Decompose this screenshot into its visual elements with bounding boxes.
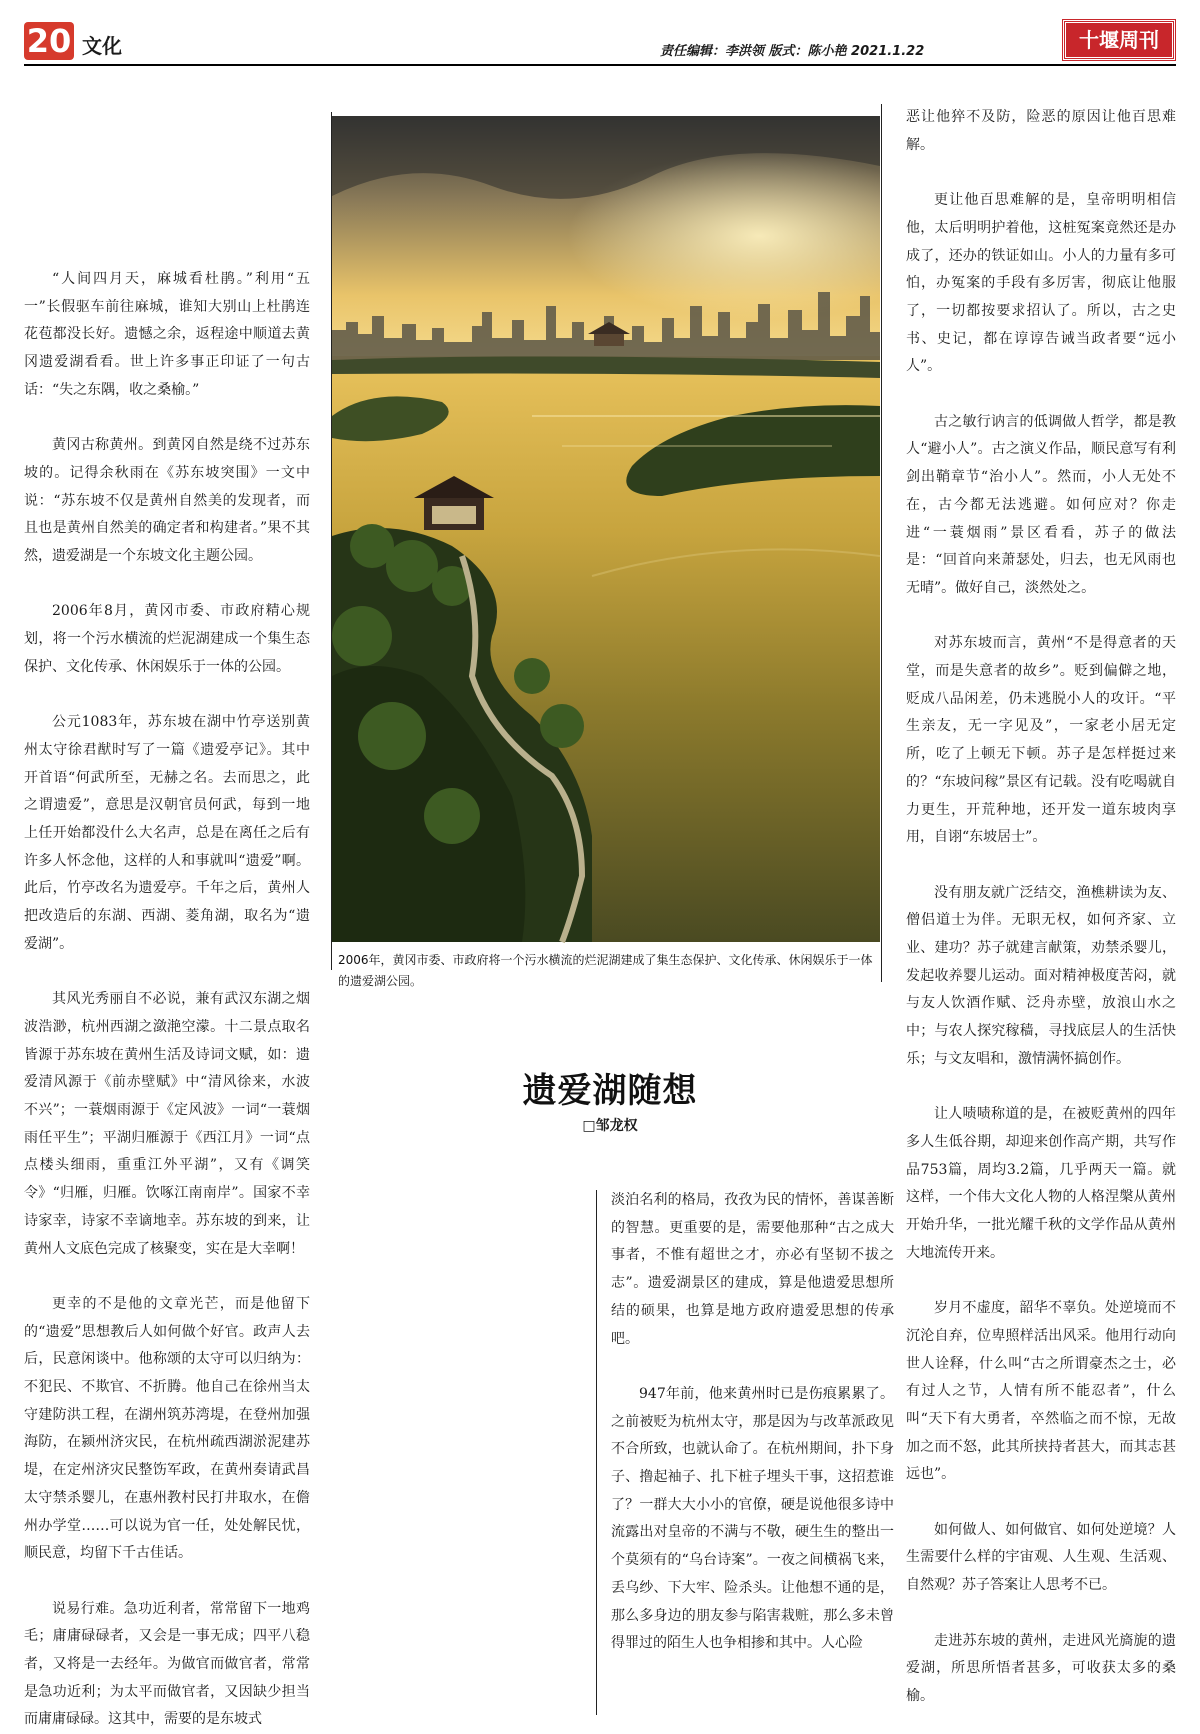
paragraph: 恶让他猝不及防，险恶的原因让他百思难解。 bbox=[906, 109, 1176, 153]
paragraph: 走进苏东坡的黄州，走进风光旖旎的遗爱湖，所思所悟者甚多，可收获太多的桑榆。 bbox=[906, 1632, 1176, 1704]
lake-photo bbox=[332, 116, 880, 942]
column-divider bbox=[596, 1190, 597, 1715]
article-column-2 bbox=[611, 1187, 894, 1715]
newspaper-masthead: 十堰周刊 bbox=[1063, 20, 1175, 60]
paragraph: 让人啧啧称道的是，在被贬黄州的四年多人生低谷期，却迎来创作高产期，共写作品753篇，周均3.2篇，几乎两天一篇。就这样，一个伟大文化人物的人格涅槃从黄州开始升华，一批光耀千秋的文学作品从黄州大地流传开来。 bbox=[906, 1106, 1176, 1261]
article-title: 遗爱湖随想 bbox=[522, 1071, 698, 1111]
paragraph: 更幸的不是他的文章光芒，而是他留下的“遗爱”思想教后人如何做个好官。政声人去后，民意闲谈中。他称颂的太守可以归纳为：不犯民、不欺官、不折腾。他自己在徐州当太守建防洪工程，在湖州筑苏湾堤，在登州加强海防，在颍州济灾民，在杭州疏西湖淤泥建苏堤，在定州济灾民整饬军政，在黄州奏请武昌太守禁杀婴儿，在惠州教村民打井取水，在儋州办学堂……可以说为官一任，处处解民忧，顺民意，均留下千古佳话。 bbox=[24, 1295, 310, 1562]
article-author: □邹龙权 bbox=[582, 1118, 638, 1134]
article-column-1 bbox=[24, 266, 310, 1728]
paragraph: 其风光秀丽自不必说，兼有武汉东湖之烟波浩渺，杭州西湖之潋滟空濛。十二景点取名皆源于苏东坡在黄州生活及诗词文赋，如：遗爱清风源于《前赤壁赋》中“清风徐来，水波不兴”；一蓑烟雨源于《定风波》一词“一蓑烟雨任平生”；平湖归雁源于《西江月》一词“点点楼头细雨，重重江外平湖”，又有《调笑令》“归雁，归雁。饮啄江南南岸”。国家不幸诗家幸，诗家不幸谪地幸。苏东坡的到来，让黄州人文底色完成了核聚变，实在是大幸啊！ bbox=[24, 991, 310, 1257]
paragraph: 岁月不虚度，韶华不辜负。处逆境而不沉沦自弃，位卑照样活出风采。他用行动向世人诠释，什么叫“古之所谓豪杰之士，必有过人之节，人情有所不能忍者”，什么叫“天下有大勇者，卒然临之而不惊，无故加之而不怒，此其所挟持者甚大，而其志甚远也”。 bbox=[906, 1300, 1176, 1483]
photo-caption: 2006年，黄冈市委、市政府将一个污水横流的烂泥湖建成了集生态保护、文化传承、休闲娱乐于一体的遗爱湖公园。 bbox=[338, 953, 873, 988]
lake-photo-art bbox=[332, 116, 880, 942]
paragraph: 更让他百思难解的是，皇帝明明相信他，太后明明护着他，这桩冤案竟然还是办成了，还办的铁证如山。小人的力量有多可怕，办冤案的手段有多厉害，彻底让他服了，一切都按要求招认了。所以，古之史书、史记，都在谆谆告诫当政者要“远小人”。 bbox=[906, 192, 1176, 375]
paragraph: 如何做人、如何做官、如何处逆境？人生需要什么样的宇宙观、人生观、生活观、自然观？苏子答案让人思考不已。 bbox=[906, 1521, 1176, 1594]
article-column-3 bbox=[906, 104, 1176, 1714]
paragraph: 说易行难。急功近利者，常常留下一地鸡毛；庸庸碌碌者，又会是一事无成；四平八稳者，又将是一去经年。为做官而做官者，常常是急功近利；为太平而做官者，又因缺少担当而庸庸碌碌。这其中，需要的是东坡式 bbox=[24, 1600, 310, 1728]
paragraph: 对苏东坡而言，黄州“不是得意者的天堂，而是失意者的故乡”。贬到偏僻之地，贬成八品闲差，仍未逃脱小人的攻讦。“平生亲友，无一字见及”，一家老小居无定所，吃了上顿无下顿。苏子是怎样挺过来的？“东坡问稼”景区有记载。没有吃喝就自力更生，开荒种地，还开发一道东坡肉享用，自诩“东坡居士”。 bbox=[906, 635, 1176, 846]
paragraph: 黄冈古称黄州。到黄冈自然是绕不过苏东坡的。记得余秋雨在《苏东坡突围》一文中说：“苏东坡不仅是黄州自然美的发现者，而且也是黄州自然美的确定者和构建者。”果不其然，遗爱湖是一个东坡文化主题公园。 bbox=[24, 437, 310, 565]
paragraph: 没有朋友就广泛结交，渔樵耕读为友、僧侣道士为伴。无职无权，如何齐家、立业、建功？苏子就建言献策，劝禁杀婴儿，发起收养婴儿运动。面对精神极度苦闷，就与友人饮酒作赋、泛舟赤壁，放浪山水之中；与农人探究稼穑，寻找底层人的生活快乐；与文友唱和，激情满怀搞创作。 bbox=[906, 884, 1176, 1067]
page-number: 20 bbox=[24, 22, 74, 60]
paragraph: “人间四月天，麻城看杜鹃。”利用“五一”长假驱车前往麻城，谁知大别山上杜鹃连花苞都没长好。遗憾之余，返程途中顺道去黄冈遗爱湖看看。世上许多事正印证了一句古话：“失之东隅，收之桑榆。” bbox=[24, 271, 310, 398]
paragraph: 2006年8月，黄冈市委、市政府精心规划，将一个污水横流的烂泥湖建成一个集生态保护、文化传承、休闲娱乐于一体的公园。 bbox=[24, 603, 310, 675]
editor-credit: 责任编辑：李洪领 版式：陈小艳 2021.1.22 bbox=[660, 44, 925, 59]
section-title: 文化 bbox=[82, 34, 122, 58]
paragraph: 公元1083年，苏东坡在湖中竹亭送别黄州太守徐君猷时写了一篇《遗爱亭记》。其中开首语“何武所至，无赫之名。去而思之，此之谓遗爱”，意思是汉朝官员何武，每到一地上任开始都没什么大名声，总是在离任之后有许多人怀念他，这样的人和事就叫“遗爱”啊。此后，竹亭改名为遗爱亭。千年之后，黄州人把改造后的东湖、西湖、菱角湖，取名为“遗爱湖”。 bbox=[24, 714, 310, 952]
paragraph: 947年前，他来黄州时已是伤痕累累了。之前被贬为杭州太守，那是因为与改革派政见不合所致，也就认命了。在杭州期间，扑下身子、撸起袖子、扎下桩子埋头干事，这招惹谁了？一群大大小小的官僚，硬是说他很多诗中流露出对皇帝的不满与不敬，硬生生的整出一个莫须有的“乌台诗案”。一夜之间横祸飞来，丢乌纱、下大牢、险杀头。让他想不通的是，那么多身边的朋友参与陷害栽赃，那么多未曾得罪过的陌生人也争相掺和其中。人心险 bbox=[611, 1385, 894, 1652]
header-rule bbox=[24, 64, 1176, 66]
photo-border-right bbox=[881, 104, 882, 982]
paragraph: 淡泊名利的格局，孜孜为民的情怀，善谋善断的智慧。更重要的是，需要他那种“古之成大事者，不惟有超世之才，亦必有坚韧不拔之志”。遗爱湖景区的建成，算是他遗爱思想所结的硕果，也算是地方政府遗爱思想的传承吧。 bbox=[611, 1192, 894, 1347]
paragraph: 古之敏行讷言的低调做人哲学，都是教人“避小人”。古之演义作品，顺民意写有利剑出鞘章节“治小人”。然而，小人无处不在，古今都无法逃避。如何应对？你走进“一蓑烟雨”景区看看，苏子的做法是：“回首向来萧瑟处，归去，也无风雨也无晴”。做好自己，淡然处之。 bbox=[906, 413, 1176, 596]
